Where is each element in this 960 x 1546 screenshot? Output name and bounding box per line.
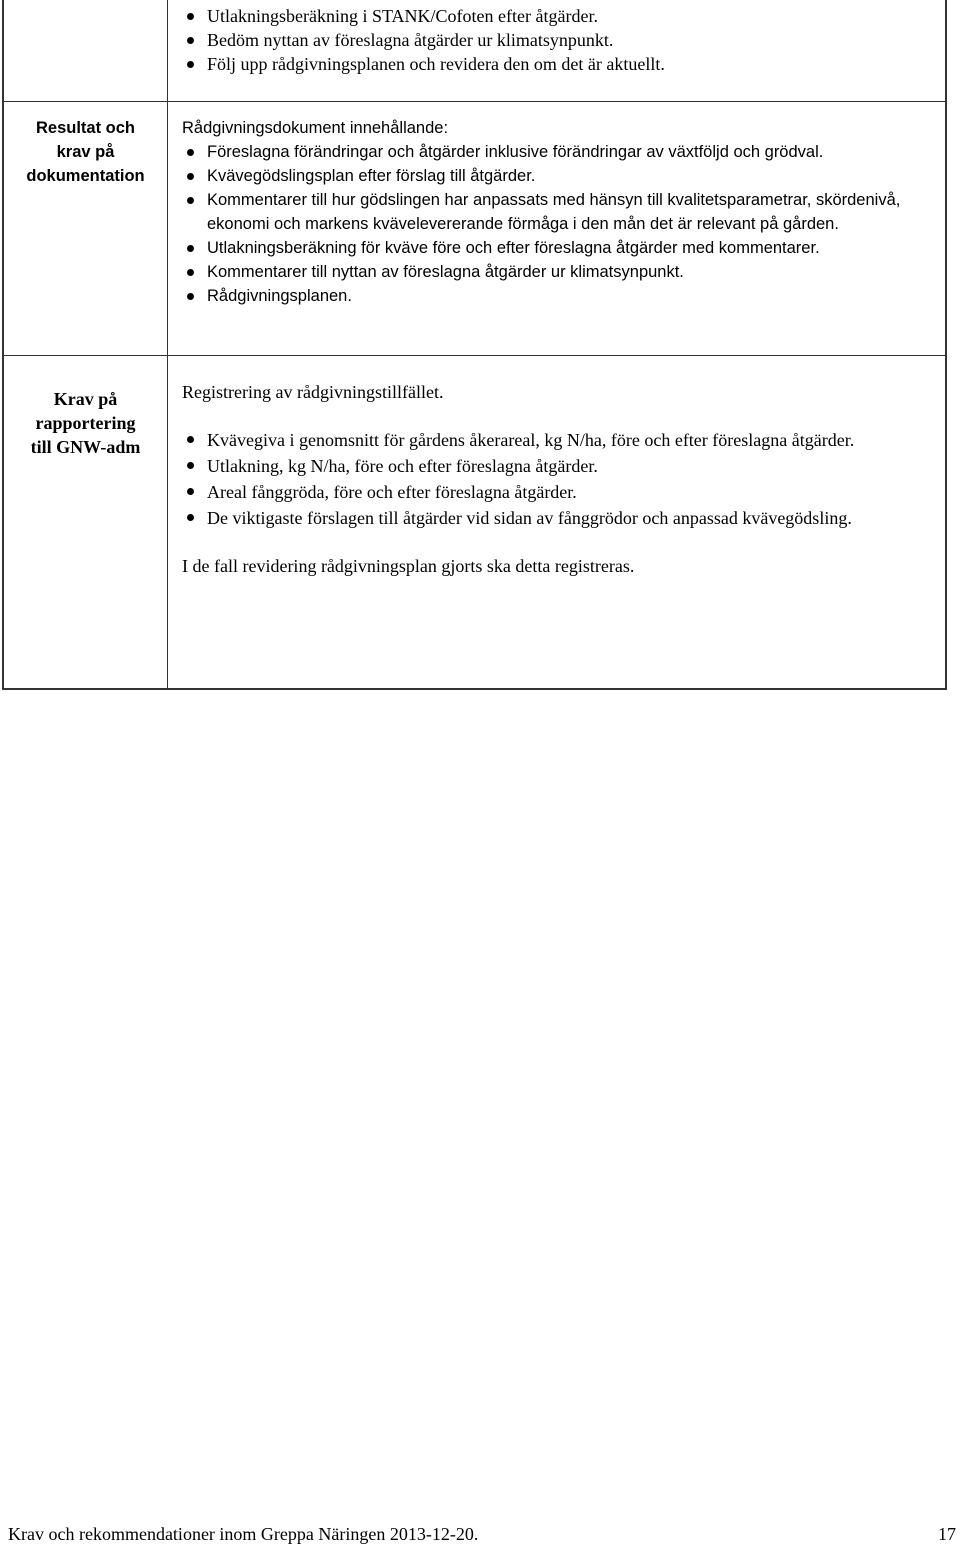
label-line: krav på — [56, 143, 115, 161]
list-item: Utlakningsberäkning för kväve före och efter föreslagna åtgärder med kommentarer. — [182, 236, 942, 260]
label-line: rapportering — [35, 413, 136, 433]
row2-content — [182, 116, 942, 308]
list-item: Kommentarer till nyttan av föreslagna åtgärder ur klimatsynpunkt. — [182, 260, 942, 284]
list-item: Areal fånggröda, före och efter föreslagna åtgärder. — [182, 479, 942, 505]
page-footer — [8, 1522, 958, 1546]
list-item: Kvävegiva i genomsnitt för gårdens åkerareal, kg N/ha, före och efter föreslagna åtgärder. — [182, 427, 942, 453]
list-item: Utlakningsberäkning i STANK/Cofoten efter åtgärder. — [182, 4, 942, 28]
list-item: Kvävegödslingsplan efter förslag till åtgärder. — [182, 164, 942, 188]
label-line: Krav på — [53, 389, 118, 409]
list-item: Bedöm nyttan av föreslagna åtgärder ur klimatsynpunkt. — [182, 28, 942, 52]
footer-text: Krav och rekommendationer inom Greppa Näringen 2013-12-20. — [8, 1524, 479, 1544]
list-item: Föreslagna förändringar och åtgärder inklusive förändringar av växtföljd och grödval. — [182, 140, 942, 164]
requirements-table — [2, 0, 947, 690]
row2-intro: Rådgivningsdokument innehållande: — [182, 119, 449, 137]
list-item: Kommentarer till hur gödslingen har anpassats med hänsyn till kvalitetsparametrar, skördenivå, ekonomi och markens kvävelevererande förmåga i den mån det är relevant på gården. — [182, 188, 942, 236]
label-line: Resultat och — [35, 119, 136, 137]
list-item: Följ upp rådgivningsplanen och revidera den om det är aktuellt. — [182, 52, 942, 76]
page-number: 17 — [938, 1524, 956, 1544]
label-line: till GNW-adm — [30, 437, 141, 457]
list-item: De viktigaste förslagen till åtgärder vid sidan av fånggrödor och anpassad kvävegödsling. — [182, 505, 942, 531]
list-item: Utlakning, kg N/ha, före och efter föreslagna åtgärder. — [182, 453, 942, 479]
column-divider — [167, 0, 168, 688]
row3-content — [182, 379, 942, 579]
row2-label — [4, 116, 167, 188]
label-line: dokumentation — [26, 167, 145, 185]
row3-closing: I de fall revidering rådgivningsplan gjorts ska detta registreras. — [182, 556, 635, 576]
row-divider — [4, 101, 945, 102]
row1-list — [182, 4, 942, 76]
row3-intro: Registrering av rådgivningstillfället. — [182, 382, 444, 402]
list-item: Rådgivningsplanen. — [182, 284, 942, 308]
row-divider — [4, 355, 945, 356]
row3-label — [4, 387, 167, 459]
row1-content — [182, 4, 942, 76]
row2-list — [182, 140, 942, 308]
row3-list — [182, 427, 942, 531]
